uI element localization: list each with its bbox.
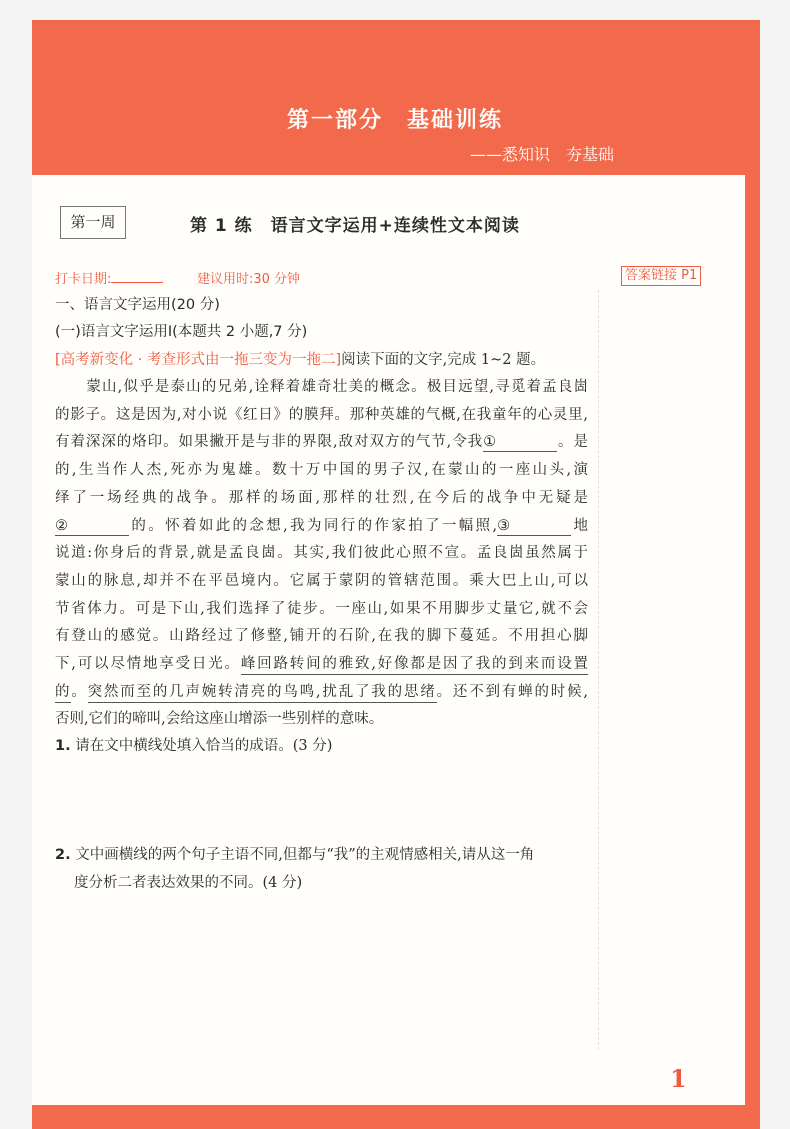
passage-text: 说道:你身后的背景,就是孟良崮。其实,我们彼此心照不宣。孟良崮虽然属于 (55, 545, 588, 562)
passage-text: 地 (571, 517, 589, 534)
section-heading: 一、语言文字运用(20 分) (55, 297, 220, 313)
passage-line (55, 599, 588, 619)
week-label: 第一周 (60, 206, 126, 239)
part-title: 第一部分 基础训练 (286, 108, 503, 133)
passage-line (55, 626, 588, 646)
passage-text: 的影子。这是因为,对小说《红日》的膜拜。那种英雄的气概,在我童年的心灵里, (55, 406, 588, 423)
fill-blank: ① (483, 433, 557, 452)
passage-text: 。还不到有蝉的时候, (436, 683, 589, 700)
checkin-label: 打卡日期: (55, 272, 112, 287)
exercise-title: 第 1 练 语言文字运用+连续性文本阅读 (190, 216, 520, 236)
question-number: 1. (55, 738, 71, 754)
margin-divider (598, 290, 599, 1050)
passage-line (55, 516, 588, 536)
passage-line (55, 543, 588, 563)
instruction: 阅读下面的文字,完成 1~2 题。 (341, 352, 546, 368)
question-text: 请在文中横线处填入恰当的成语。(3 分) (75, 738, 333, 754)
passage-line (55, 460, 588, 480)
passage-text: 。是 (557, 434, 588, 451)
passage-line (55, 682, 588, 702)
date-blank (111, 270, 163, 283)
passage-text: 节省体力。可是下山,我们选择了徒步。一座山,如果不用脚步丈量它,就不会 (55, 600, 588, 617)
passage-line (55, 709, 588, 729)
passage-text: 下,可以尽情地享受日光。 (55, 656, 241, 672)
passage-line (55, 654, 588, 674)
page-number: 1 (670, 1064, 687, 1093)
answer-link[interactable]: 答案链接 P1 (621, 266, 701, 286)
passage-text: 的,生当作人杰,死亦为鬼雄。数十万中国的男子汉,在蒙山的一座山头,演 (55, 462, 588, 479)
passage-text: 有登山的感觉。山路经过了修整,铺开的石阶,在我的脚下蔓延。不用担心脚 (55, 628, 588, 645)
passage-text: 绎了一场经典的战争。那样的场面,那样的壮烈,在今后的战争中无疑是 (55, 489, 588, 506)
section-subheading: (一)语言文字运用Ⅰ(本题共 2 小题,7 分) (55, 324, 308, 340)
passage-line (55, 432, 588, 452)
checkin-date (55, 268, 163, 287)
fill-blank: ③ (497, 517, 571, 536)
question-number: 2. (55, 847, 71, 863)
passage-text: 否则,它们的啼叫,会给这座山增添一些别样的意味。 (55, 711, 384, 728)
underlined-sentence: 的 (55, 684, 71, 703)
question-2-continued: 度分析二者表达效果的不同。(4 分) (74, 875, 303, 891)
passage-text: 的。怀着如此的念想,我为同行的作家拍了一幅照, (129, 517, 498, 534)
section-intro (55, 350, 588, 370)
underlined-sentence: 峰回路转间的雅致,好像都是因了我的到来而设置 (241, 656, 588, 675)
question-2 (55, 845, 588, 865)
suggested-time: 建议用时:30 分钟 (197, 272, 301, 287)
underlined-sentence: 突然而至的几声婉转清亮的鸟鸣,扰乱了我的思绪 (88, 684, 437, 703)
fill-blank: ② (55, 517, 129, 536)
passage-line (55, 377, 588, 397)
part-subtitle: ——悉知识 夯基础 (470, 145, 615, 164)
question-text: 文中画横线的两个句子主语不同,但都与“我”的主观情感相关,请从这一角 (75, 847, 535, 863)
passage-text: 。 (71, 683, 88, 700)
exam-change-tag: [高考新变化 · 考查形式由一拖三变为一拖二] (55, 352, 342, 368)
passage-line (55, 488, 588, 508)
passage-line (55, 571, 588, 591)
passage-text: 蒙山的脉息,却并不在平邑境内。它属于蒙阴的管辖范围。乘大巴上山,可以 (55, 572, 588, 589)
passage-text: 蒙山,似乎是泰山的兄弟,诠释着雄奇壮美的概念。极目远望,寻觅着孟良崮 (55, 379, 588, 395)
question-1 (55, 736, 588, 756)
passage-text: 有着深深的烙印。如果撇开是与非的界限,敌对双方的气节,令我 (55, 434, 484, 451)
passage-line (55, 405, 588, 425)
